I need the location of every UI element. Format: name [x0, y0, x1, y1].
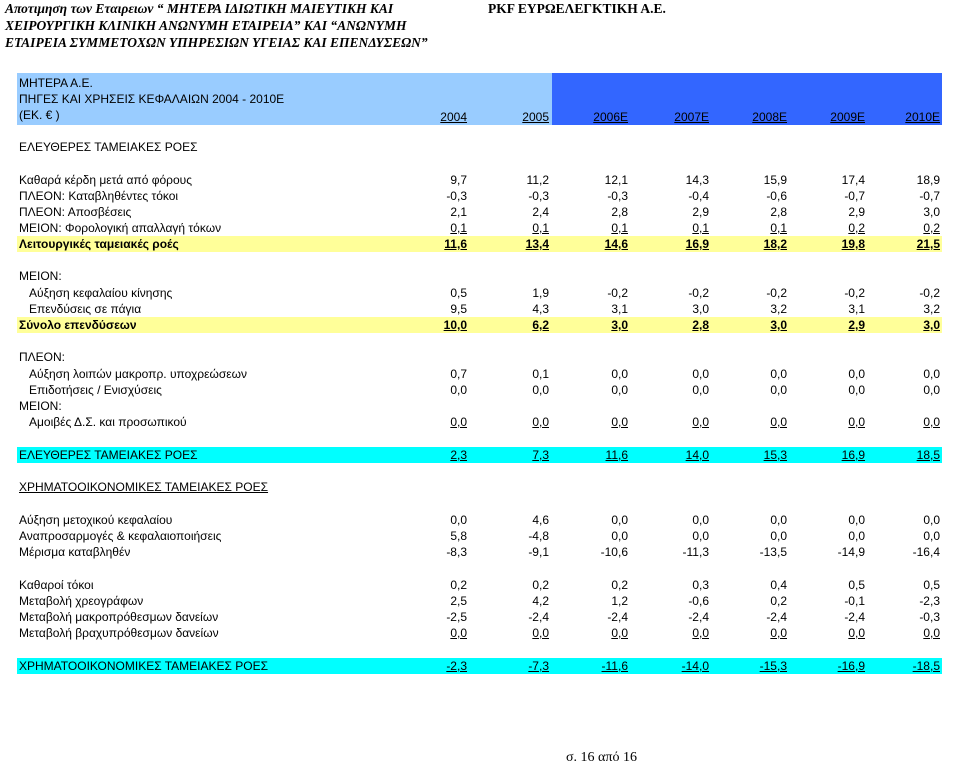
table-row: [17, 528, 942, 544]
row-value: 0,0: [923, 383, 940, 397]
row-label: ΜΕΙΟΝ:: [19, 399, 62, 413]
row-value: 18,5: [916, 448, 940, 462]
page-header: [5, 0, 955, 58]
row-value: 0,2: [923, 221, 940, 235]
table-row: [17, 609, 942, 625]
row-value: -0,3: [528, 189, 549, 203]
row-value: -14,0: [681, 659, 709, 673]
header-line-2: ΧΕΙΡΟΥΡΓΙΚΗ ΚΛΙΝΙΚΗ ΑΝΩΝΥΜΗ ΕΤΑΙΡΕΙΑ” ΚΑΙ “ΑΝΩΝΥΜΗ: [5, 18, 407, 33]
table-row: [17, 658, 942, 674]
row-value: 0,1: [450, 221, 467, 235]
row-value: 3,0: [611, 318, 628, 332]
row-value: 0,2: [450, 578, 467, 592]
table-row: [17, 593, 942, 609]
year-header: 2009Ε: [830, 110, 865, 124]
row-value: 0,0: [692, 626, 709, 640]
row-value: 0,0: [770, 367, 787, 381]
row-value: 2,5: [450, 594, 467, 608]
row-value: -4,8: [528, 529, 549, 543]
year-header: 2010Ε: [905, 110, 940, 124]
row-label: Αύξηση κεφαλαίου κίνησης: [29, 286, 173, 300]
table-title-company: ΜΗΤΕΡΑ Α.Ε.: [19, 76, 93, 90]
row-value: 0,0: [692, 529, 709, 543]
row-label: Σύνολο επενδύσεων: [19, 318, 137, 332]
row-value: 0,0: [770, 383, 787, 397]
row-value: 0,0: [532, 415, 549, 429]
row-value: 0,0: [848, 367, 865, 381]
table-row: [17, 447, 942, 463]
table-row: [17, 301, 942, 317]
header-line-1: Αποτιμηση των Εταιρειων “ ΜΗΤΕΡΑ ΙΔΙΩΤΙΚΗ ΜΑΙΕΥΤΙΚΗ ΚΑΙ: [5, 1, 394, 16]
row-value: 16,9: [841, 448, 865, 462]
row-value: 0,0: [923, 367, 940, 381]
row-value: 15,3: [763, 448, 787, 462]
row-value: 17,4: [841, 173, 865, 187]
row-value: 0,0: [848, 529, 865, 543]
row-value: 0,0: [770, 415, 787, 429]
row-value: -11,3: [682, 545, 709, 559]
row-value: -0,2: [688, 286, 709, 300]
row-label: Καθαροί τόκοι: [19, 578, 94, 592]
row-value: -0,2: [919, 286, 940, 300]
row-value: 11,6: [605, 448, 628, 462]
row-value: 3,2: [770, 302, 787, 316]
row-value: 18,2: [763, 237, 787, 251]
row-value: 15,9: [763, 173, 787, 187]
row-value: -0,7: [919, 189, 940, 203]
table-row: [17, 236, 942, 252]
row-value: 2,1: [450, 205, 467, 219]
row-value: 0,0: [848, 415, 865, 429]
row-value: 2,8: [692, 318, 709, 332]
row-value: -7,3: [528, 659, 549, 673]
row-value: 5,8: [450, 529, 467, 543]
row-value: 0,0: [611, 513, 628, 527]
row-label: Αναπροσαρμογές & κεφαλαιοποιήσεις: [19, 529, 222, 543]
row-value: 0,0: [692, 415, 709, 429]
row-value: 0,5: [450, 286, 467, 300]
table-row: [17, 349, 942, 365]
header-firm: PKF ΕΥΡΩΕΛΕΓΚΤΙΚΗ Α.Ε.: [488, 1, 666, 16]
row-value: 0,1: [692, 221, 709, 235]
row-value: -15,3: [759, 659, 787, 673]
row-value: 0,0: [611, 529, 628, 543]
table-row: [17, 544, 942, 560]
row-value: -0,2: [607, 286, 628, 300]
row-value: 0,2: [848, 221, 865, 235]
row-value: 0,0: [770, 626, 787, 640]
row-value: 14,0: [685, 448, 709, 462]
row-value: 19,8: [841, 237, 865, 251]
row-value: 0,2: [532, 578, 549, 592]
table-row: [17, 382, 942, 398]
row-value: 0,0: [923, 513, 940, 527]
row-value: 4,2: [532, 594, 549, 608]
table-row: [17, 139, 942, 155]
row-label: ΕΛΕΥΘΕΡΕΣ ΤΑΜΕΙΑΚΕΣ ΡΟΕΣ: [19, 140, 198, 154]
row-value: -2,4: [766, 610, 787, 624]
row-label: ΠΛΕΟΝ:: [19, 350, 66, 364]
row-label: Λειτουργικές ταμειακές ροές: [19, 237, 179, 251]
row-value: 0,0: [923, 626, 940, 640]
row-value: 4,6: [532, 513, 549, 527]
row-value: -11,6: [601, 659, 628, 673]
row-value: 14,6: [604, 237, 628, 251]
row-value: 0,0: [923, 529, 940, 543]
row-value: 0,0: [848, 513, 865, 527]
row-value: 0,0: [848, 383, 865, 397]
row-value: 0,0: [611, 415, 628, 429]
table-row: [17, 512, 942, 528]
row-value: 16,9: [685, 237, 709, 251]
row-value: 9,7: [450, 173, 467, 187]
row-value: -2,3: [919, 594, 940, 608]
row-value: -2,4: [607, 610, 628, 624]
row-value: 1,9: [532, 286, 549, 300]
row-value: -2,3: [446, 659, 467, 673]
row-value: -0,2: [766, 286, 787, 300]
row-value: 0,0: [450, 383, 467, 397]
row-value: 9,5: [450, 302, 467, 316]
row-value: 3,1: [848, 302, 865, 316]
row-value: 0,5: [848, 578, 865, 592]
row-value: 0,2: [611, 578, 628, 592]
year-header: 2008Ε: [752, 110, 787, 124]
table-row: [17, 577, 942, 593]
row-value: -2,5: [446, 610, 467, 624]
row-value: 0,3: [692, 578, 709, 592]
row-value: 0,0: [611, 367, 628, 381]
table-row: [17, 188, 942, 204]
row-label: ΧΡΗΜΑΤΟΟΙΚΟΝΟΜΙΚΕΣ ΤΑΜΕΙΑΚΕΣ ΡΟΕΣ: [19, 659, 269, 673]
row-value: 3,0: [923, 205, 940, 219]
row-value: 0,0: [532, 626, 549, 640]
row-value: 0,1: [770, 221, 787, 235]
year-header: 2005: [522, 110, 549, 124]
row-label: ΕΛΕΥΘΕΡΕΣ ΤΑΜΕΙΑΚΕΣ ΡΟΕΣ: [19, 448, 198, 462]
row-label: Μέρισμα καταβληθέν: [19, 545, 131, 559]
page-number: σ. 16 από 16: [566, 750, 637, 765]
row-value: -14,9: [837, 545, 865, 559]
row-value: 3,2: [923, 302, 940, 316]
row-value: 3,0: [923, 318, 940, 332]
row-value: 0,1: [532, 221, 549, 235]
header-line-3: ΕΤΑΙΡΕΙΑ ΣΥΜΜΕΤΟΧΩΝ ΥΠΗΡΕΣΙΩΝ ΥΓΕΙΑΣ ΚΑΙ ΕΠΕΝΔΥΣΕΩΝ”: [5, 35, 428, 50]
row-value: -0,1: [844, 594, 865, 608]
table-row: [17, 285, 942, 301]
row-value: -0,3: [607, 189, 628, 203]
row-value: 0,0: [692, 383, 709, 397]
row-label: ΠΛΕΟΝ: Αποσβέσεις: [19, 205, 132, 219]
row-label: Καθαρά κέρδη μετά από φόρους: [19, 173, 192, 187]
row-value: -0,6: [766, 189, 787, 203]
row-value: 2,8: [770, 205, 787, 219]
row-label: Αύξηση λοιπών μακροπρ. υποχρεώσεων: [29, 367, 247, 381]
row-value: -2,4: [844, 610, 865, 624]
row-value: -0,4: [688, 189, 709, 203]
row-value: -2,4: [688, 610, 709, 624]
row-value: 0,0: [450, 513, 467, 527]
row-value: 18,9: [916, 173, 940, 187]
row-value: 0,0: [611, 383, 628, 397]
row-value: 3,0: [692, 302, 709, 316]
row-value: 14,3: [685, 173, 709, 187]
table-row: [17, 317, 942, 333]
row-value: -10,6: [600, 545, 628, 559]
row-value: 12,1: [604, 173, 628, 187]
row-value: 13,4: [525, 237, 549, 251]
row-label: Μεταβολή μακροπρόθεσμων δανείων: [19, 610, 219, 624]
row-value: 0,7: [450, 367, 467, 381]
row-value: 0,0: [923, 415, 940, 429]
row-value: 7,3: [532, 448, 549, 462]
row-value: 2,9: [848, 205, 865, 219]
row-label: Μεταβολή βραχυπρόθεσμων δανείων: [19, 626, 219, 640]
row-value: -13,5: [759, 545, 787, 559]
row-value: 0,0: [692, 367, 709, 381]
year-header: 2006Ε: [593, 110, 628, 124]
table-title-unit: (ΕΚ. € ): [19, 108, 60, 122]
row-value: 0,0: [848, 626, 865, 640]
row-value: 11,6: [444, 237, 467, 251]
row-value: 2,9: [848, 318, 865, 332]
row-value: 0,0: [611, 626, 628, 640]
row-label: ΠΛΕΟΝ: Καταβληθέντες τόκοι: [19, 189, 179, 203]
row-value: 2,4: [532, 205, 549, 219]
row-value: 0,0: [770, 529, 787, 543]
row-label: Αμοιβές Δ.Σ. και προσωπικού: [29, 415, 187, 429]
row-value: 21,5: [916, 237, 940, 251]
row-value: -0,7: [844, 189, 865, 203]
table-row: [17, 414, 942, 430]
row-value: -2,4: [528, 610, 549, 624]
table-row: [17, 268, 942, 284]
row-value: -9,1: [528, 545, 549, 559]
year-header: 2007Ε: [674, 110, 709, 124]
row-value: 2,8: [611, 205, 628, 219]
row-value: 3,0: [770, 318, 787, 332]
row-label: Επιδοτήσεις / Ενισχύσεις: [29, 383, 162, 397]
row-value: 0,0: [770, 513, 787, 527]
row-value: 10,0: [443, 318, 467, 332]
row-value: 0,0: [532, 383, 549, 397]
row-value: 0,2: [770, 594, 787, 608]
table-row: [17, 398, 942, 414]
row-label: Μεταβολή χρεογράφων: [19, 594, 144, 608]
row-label: ΜΕΙΟΝ: Φορολογική απαλλαγή τόκων: [19, 221, 222, 235]
table-row: [17, 366, 942, 382]
row-value: -0,2: [844, 286, 865, 300]
row-value: 3,1: [611, 302, 628, 316]
row-value: 0,0: [450, 626, 467, 640]
row-value: -8,3: [446, 545, 467, 559]
row-value: -0,3: [446, 189, 467, 203]
row-value: -16,4: [912, 545, 940, 559]
row-value: 0,1: [611, 221, 628, 235]
row-value: 0,0: [450, 415, 467, 429]
row-value: 0,5: [923, 578, 940, 592]
row-label: ΧΡΗΜΑΤΟΟΙΚΟΝΟΜΙΚΕΣ ΤΑΜΕΙΑΚΕΣ ΡΟΕΣ: [19, 480, 269, 494]
row-label: ΜΕΙΟΝ:: [19, 269, 62, 283]
row-label: Επενδύσεις σε πάγια: [29, 302, 142, 316]
table-header: [17, 73, 942, 125]
year-header: 2004: [440, 110, 467, 124]
row-value: 1,2: [611, 594, 628, 608]
table-row: [17, 479, 942, 495]
row-value: -18,5: [912, 659, 940, 673]
row-value: 4,3: [532, 302, 549, 316]
row-value: 0,1: [532, 367, 549, 381]
table-row: [17, 625, 942, 641]
table-row: [17, 204, 942, 220]
row-value: 0,0: [692, 513, 709, 527]
row-label: Αύξηση μετοχικού κεφαλαίου: [19, 513, 173, 527]
row-value: -0,3: [919, 610, 940, 624]
row-value: -0,6: [688, 594, 709, 608]
table-title: ΠΗΓΕΣ ΚΑΙ ΧΡΗΣΕΙΣ ΚΕΦΑΛΑΙΩΝ 2004 - 2010Ε: [19, 92, 285, 106]
row-value: 0,4: [770, 578, 787, 592]
row-value: 2,3: [450, 448, 467, 462]
row-value: 11,2: [526, 173, 549, 187]
row-value: 6,2: [532, 318, 549, 332]
table-row: [17, 220, 942, 236]
row-value: -16,9: [837, 659, 865, 673]
table-row: [17, 172, 942, 188]
row-value: 2,9: [692, 205, 709, 219]
